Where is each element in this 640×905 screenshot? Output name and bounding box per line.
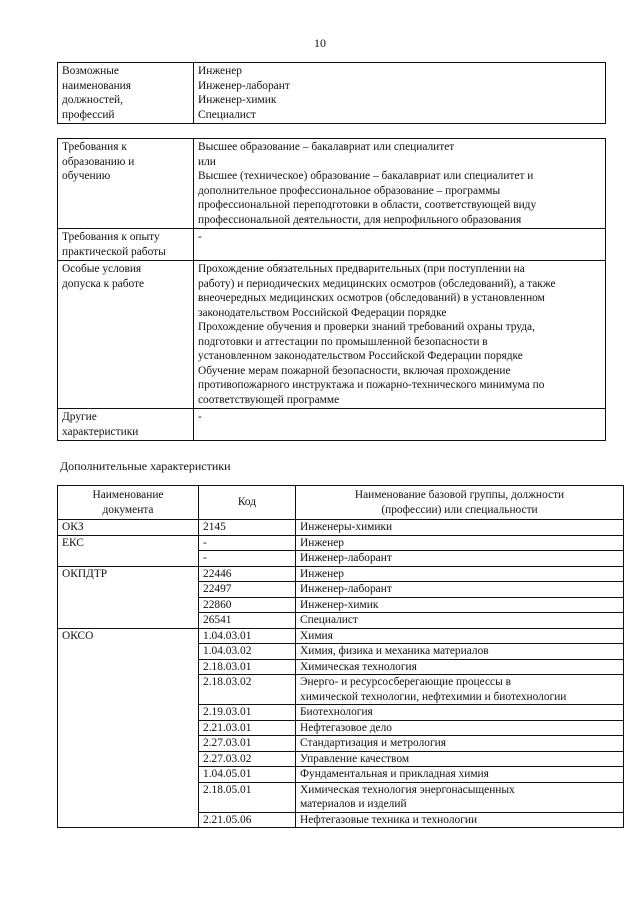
name-line: Управление качеством	[300, 752, 410, 765]
requirement-row	[58, 139, 606, 229]
name-cell	[296, 520, 624, 536]
code-cell: 2.18.05.01	[199, 782, 296, 812]
table-row	[58, 520, 624, 536]
table-row	[58, 812, 624, 828]
document-cell	[58, 597, 199, 613]
table-row	[58, 644, 624, 660]
requirement-value-line: Прохождение обязательных предварительных (при поступлении на	[198, 263, 525, 275]
requirement-row	[58, 261, 606, 409]
table-row	[58, 628, 624, 644]
requirement-value-line: противопожарного инструктажа и пожарно-технического минимума по	[198, 379, 545, 391]
positions-label-cell	[58, 63, 194, 124]
table-row	[58, 782, 624, 812]
header-line: Код	[237, 496, 257, 509]
code-cell: 1.04.03.02	[199, 644, 296, 660]
table-row	[58, 720, 624, 736]
requirement-value-line: -	[198, 231, 202, 243]
name-line: Нефтегазовое дело	[300, 721, 392, 734]
requirement-value-line: установленном законодательством Российской Федерации порядке	[198, 350, 523, 362]
name-cell	[296, 751, 624, 767]
page-number: 10	[314, 36, 326, 50]
table-row	[58, 751, 624, 767]
requirement-value-cell	[194, 261, 606, 409]
header-code	[199, 486, 296, 520]
document-cell: ОКЗ	[58, 520, 199, 536]
requirement-label-cell	[58, 229, 194, 261]
position-value: Инженер	[198, 65, 242, 77]
name-line: Фундаментальная и прикладная химия	[300, 768, 489, 780]
requirement-value-line: Высшее образование – бакалавриат или специалитет	[198, 141, 455, 153]
requirement-value-cell	[194, 229, 606, 261]
header-line: Наименование	[92, 489, 164, 501]
document-cell	[58, 751, 199, 767]
requirement-label-cell	[58, 409, 194, 441]
header-document	[58, 486, 199, 520]
positions-row	[58, 63, 606, 124]
name-cell	[296, 535, 624, 551]
document-cell	[58, 782, 199, 812]
name-cell	[296, 736, 624, 752]
name-cell	[296, 582, 624, 598]
requirement-label-line: обучению	[62, 170, 111, 182]
header-name	[296, 486, 624, 520]
requirement-label-line: допуска к работе	[62, 277, 145, 290]
table-row	[58, 675, 624, 705]
requirement-value-line: дополнительное профессиональное образование – программы	[198, 184, 501, 197]
name-line: Химия	[300, 629, 333, 642]
name-line: Инженер-лаборант	[300, 552, 392, 564]
code-cell: 2.18.03.01	[199, 659, 296, 675]
document-cell	[58, 736, 199, 752]
name-line: Биотехнология	[300, 706, 373, 718]
name-cell	[296, 782, 624, 812]
table-header-row	[58, 486, 624, 520]
code-cell: 2.21.05.06	[199, 812, 296, 828]
code-cell: 2145	[199, 520, 296, 536]
table-row	[58, 597, 624, 613]
positions-table	[57, 62, 606, 124]
requirement-label-line: Другие	[62, 411, 97, 423]
requirement-label-cell	[58, 261, 194, 409]
code-cell: 1.04.03.01	[199, 628, 296, 644]
name-line: материалов и изделий	[300, 798, 407, 810]
table-row	[58, 551, 624, 567]
name-cell	[296, 705, 624, 721]
table-row	[58, 535, 624, 551]
table-row	[58, 659, 624, 675]
requirement-value-line: профессиональной переподготовки в области, соответствующей виду	[198, 199, 537, 211]
name-cell	[296, 812, 624, 828]
document-cell	[58, 720, 199, 736]
table-row	[58, 736, 624, 752]
name-line: Инженеры-химики	[300, 521, 393, 533]
requirement-row	[58, 229, 606, 261]
additional-characteristics-title: Дополнительные характеристики	[60, 459, 231, 473]
header-line: Наименование базовой группы, должности	[354, 489, 565, 501]
requirement-value-line: соответствующей программе	[198, 393, 340, 406]
document-cell	[58, 551, 199, 567]
name-cell	[296, 613, 624, 629]
table-row	[58, 705, 624, 721]
requirement-label-line: образованию и	[62, 155, 135, 168]
positions-label-line: Возможные	[62, 65, 119, 77]
name-line: Специалист	[300, 614, 358, 626]
document-cell	[58, 812, 199, 828]
table-row	[58, 767, 624, 783]
name-line: Стандартизация и метрология	[300, 737, 446, 749]
requirement-value-line: -	[198, 411, 202, 423]
document-cell	[58, 582, 199, 598]
code-cell: 2.27.03.01	[199, 736, 296, 752]
requirements-table	[57, 138, 606, 441]
requirement-label-line: Требования к	[62, 141, 127, 153]
additional-characteristics-table	[57, 485, 624, 828]
positions-values-cell	[194, 63, 606, 124]
code-cell: 2.21.03.01	[199, 720, 296, 736]
positions-label-line: должностей,	[62, 94, 124, 106]
positions-label-line: профессий	[62, 108, 115, 121]
requirement-value-cell	[194, 409, 606, 441]
code-cell: 1.04.05.01	[199, 767, 296, 783]
requirement-label-line: характеристики	[62, 425, 139, 438]
name-line: Нефтегазовые техника и технологии	[300, 813, 478, 826]
document-cell: ОКСО	[58, 628, 199, 644]
requirement-label-line: Требования к опыту	[62, 231, 160, 243]
requirement-value-line: профессиональной деятельности, для непрофильного образования	[198, 213, 522, 226]
name-line: Инженер-химик	[300, 598, 379, 611]
name-cell	[296, 551, 624, 567]
document-cell	[58, 675, 199, 705]
requirement-value-line: подготовки и аттестации по промышленной безопасности в	[198, 335, 488, 348]
requirement-value-line: Высшее (техническое) образование – бакалавриат или специалитет и	[198, 170, 534, 182]
table-row	[58, 582, 624, 598]
code-cell: 2.27.03.02	[199, 751, 296, 767]
position-value: Инженер-химик	[198, 94, 277, 106]
name-cell	[296, 597, 624, 613]
code-cell: 22446	[199, 566, 296, 582]
document-cell	[58, 767, 199, 783]
code-cell: -	[199, 535, 296, 551]
document-cell	[58, 613, 199, 629]
name-line: химической технологии, нефтехимии и биотехнологии	[300, 690, 567, 703]
name-line: Инженер	[300, 567, 344, 580]
code-cell: -	[199, 551, 296, 567]
name-cell	[296, 720, 624, 736]
document-cell	[58, 659, 199, 675]
table-row	[58, 613, 624, 629]
name-line: Химическая технология	[300, 660, 417, 673]
requirement-value-line: или	[198, 155, 216, 168]
document-cell: ЕКС	[58, 535, 199, 551]
document-cell	[58, 705, 199, 721]
name-cell	[296, 659, 624, 675]
position-value: Специалист	[198, 108, 256, 121]
name-cell	[296, 566, 624, 582]
name-cell	[296, 767, 624, 783]
code-cell: 26541	[199, 613, 296, 629]
name-cell	[296, 628, 624, 644]
requirement-value-cell	[194, 139, 606, 229]
header-line: (профессии) или специальности	[381, 503, 538, 516]
requirement-label-cell	[58, 139, 194, 229]
document-cell: ОКПДТР	[58, 566, 199, 582]
positions-label-line: наименования	[62, 79, 132, 92]
name-line: Инженер-лаборант	[300, 583, 392, 595]
requirement-label-line: Особые условия	[62, 263, 142, 275]
name-cell	[296, 675, 624, 705]
code-cell: 22497	[199, 582, 296, 598]
name-line: Химическая технология энергонасыщенных	[300, 783, 515, 796]
position-value: Инженер-лаборант	[198, 79, 290, 92]
requirement-value-line: Обучение мерам пожарной безопасности, включая прохождение	[198, 364, 511, 377]
name-line: Энерго- и ресурсосберегающие процессы в	[300, 676, 511, 688]
requirement-value-line: работу) и периодических медицинских осмотров (обследований), а также	[198, 277, 556, 290]
name-line: Химия, физика и механика материалов	[300, 645, 489, 657]
code-cell: 2.18.03.02	[199, 675, 296, 705]
name-line: Инженер	[300, 536, 344, 549]
requirement-value-line: законодательством Российской Федерации порядке	[198, 306, 447, 319]
table-row	[58, 566, 624, 582]
document-cell	[58, 644, 199, 660]
requirement-value-line: внеочередных медицинских осмотров (обследований) в установленном	[198, 292, 545, 304]
header-line: документа	[102, 503, 154, 516]
requirement-row	[58, 409, 606, 441]
requirement-label-line: практической работы	[62, 245, 166, 258]
code-cell: 2.19.03.01	[199, 705, 296, 721]
code-cell: 22860	[199, 597, 296, 613]
requirement-value-line: Прохождение обучения и проверки знаний требований охраны труда,	[198, 321, 535, 333]
name-cell	[296, 644, 624, 660]
